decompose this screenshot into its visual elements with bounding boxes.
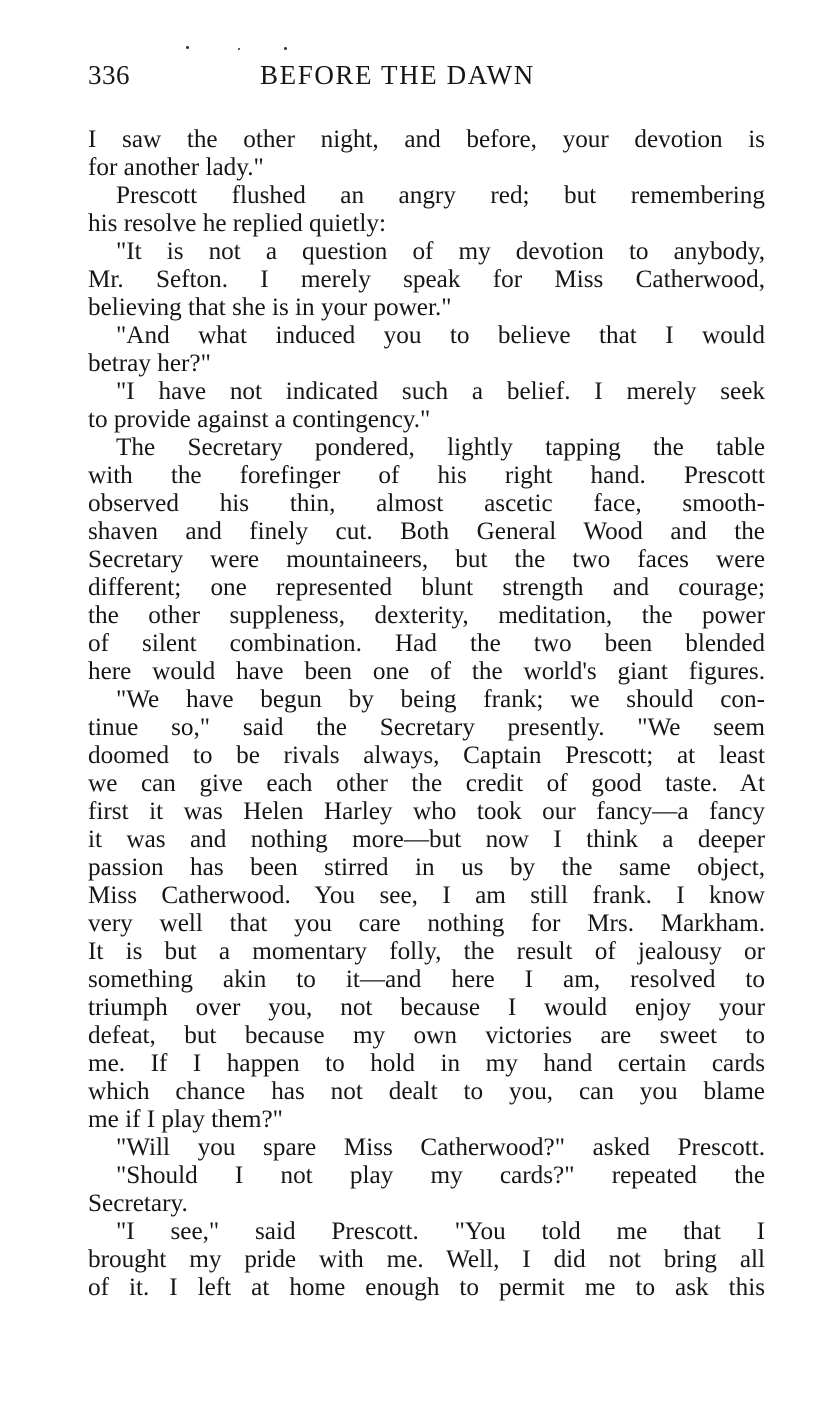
speck bbox=[238, 48, 240, 50]
text-line: "I have not indicated such a belief. I merely seek bbox=[116, 378, 765, 405]
text-line: "I see," said Prescott. "You told me that I bbox=[116, 1218, 765, 1245]
text-line: we can give each other the credit of good taste. At bbox=[88, 770, 765, 797]
text-line: first it was Helen Harley who took our fancy—a fancy bbox=[88, 798, 765, 825]
text-line: Mr. Sefton. I merely speak for Miss Catherwood, bbox=[88, 266, 765, 293]
text-line: betray her?" bbox=[88, 350, 211, 377]
text-line: here would have been one of the world's giant figures. bbox=[88, 658, 765, 685]
text-line: I saw the other night, and before, your devotion is bbox=[88, 126, 765, 153]
running-head: BEFORE THE DAWN bbox=[260, 60, 535, 90]
text-line: me. If I happen to hold in my hand certain cards bbox=[88, 1050, 765, 1077]
text-line: It is but a momentary folly, the result of jealousy or bbox=[88, 938, 765, 965]
text-line: observed his thin, almost ascetic face, smooth- bbox=[88, 490, 765, 517]
text-line: with the forefinger of his right hand. Prescott bbox=[88, 462, 765, 489]
text-line: triumph over you, not because I would enjoy your bbox=[88, 994, 765, 1021]
text-line: Secretary. bbox=[88, 1190, 188, 1217]
text-line: me if I play them?" bbox=[88, 1106, 283, 1133]
text-line: brought my pride with me. Well, I did not bring all bbox=[88, 1246, 765, 1273]
speck bbox=[284, 47, 287, 50]
text-line: it was and nothing more—but now I think a deeper bbox=[88, 826, 765, 853]
text-line: "And what induced you to believe that I would bbox=[116, 322, 765, 349]
text-line: for another lady." bbox=[88, 154, 264, 181]
text-line: "We have begun by being frank; we should con- bbox=[116, 686, 765, 713]
text-line: shaven and finely cut. Both General Wood and the bbox=[88, 518, 765, 545]
text-line: to provide against a contingency." bbox=[88, 406, 431, 433]
text-line: defeat, but because my own victories are sweet to bbox=[88, 1022, 765, 1049]
text-line: "Will you spare Miss Catherwood?" asked Prescott. bbox=[116, 1134, 765, 1161]
text-line: of silent combination. Had the two been blended bbox=[88, 630, 765, 657]
text-line: Miss Catherwood. You see, I am still frank. I know bbox=[88, 882, 765, 909]
text-line: the other suppleness, dexterity, meditation, the power bbox=[88, 602, 765, 629]
text-line: "It is not a question of my devotion to anybody, bbox=[116, 238, 765, 265]
text-line: his resolve he replied quietly: bbox=[88, 210, 386, 237]
text-line: The Secretary pondered, lightly tapping the table bbox=[116, 434, 765, 461]
text-line: tinue so," said the Secretary presently. "We seem bbox=[88, 714, 765, 741]
text-line: something akin to it—and here I am, resolved to bbox=[88, 966, 765, 993]
text-line: of it. I left at home enough to permit me to ask this bbox=[88, 1274, 765, 1301]
text-line: "Should I not play my cards?" repeated the bbox=[116, 1162, 765, 1189]
text-line: believing that she is in your power." bbox=[88, 294, 452, 321]
text-line: Prescott flushed an angry red; but remembering bbox=[116, 182, 765, 209]
speck bbox=[186, 46, 189, 49]
text-line: very well that you care nothing for Mrs. Markham. bbox=[88, 910, 765, 937]
page-header bbox=[88, 60, 768, 100]
text-line: different; one represented blunt strength and courage; bbox=[88, 574, 765, 601]
text-line: doomed to be rivals always, Captain Prescott; at least bbox=[88, 742, 765, 769]
text-line: passion has been stirred in us by the same object, bbox=[88, 854, 765, 881]
body-text bbox=[88, 126, 765, 1302]
text-line: which chance has not dealt to you, can you blame bbox=[88, 1078, 765, 1105]
page-number: 336 bbox=[88, 60, 130, 90]
print-specks bbox=[180, 44, 300, 52]
text-line: Secretary were mountaineers, but the two faces were bbox=[88, 546, 765, 573]
